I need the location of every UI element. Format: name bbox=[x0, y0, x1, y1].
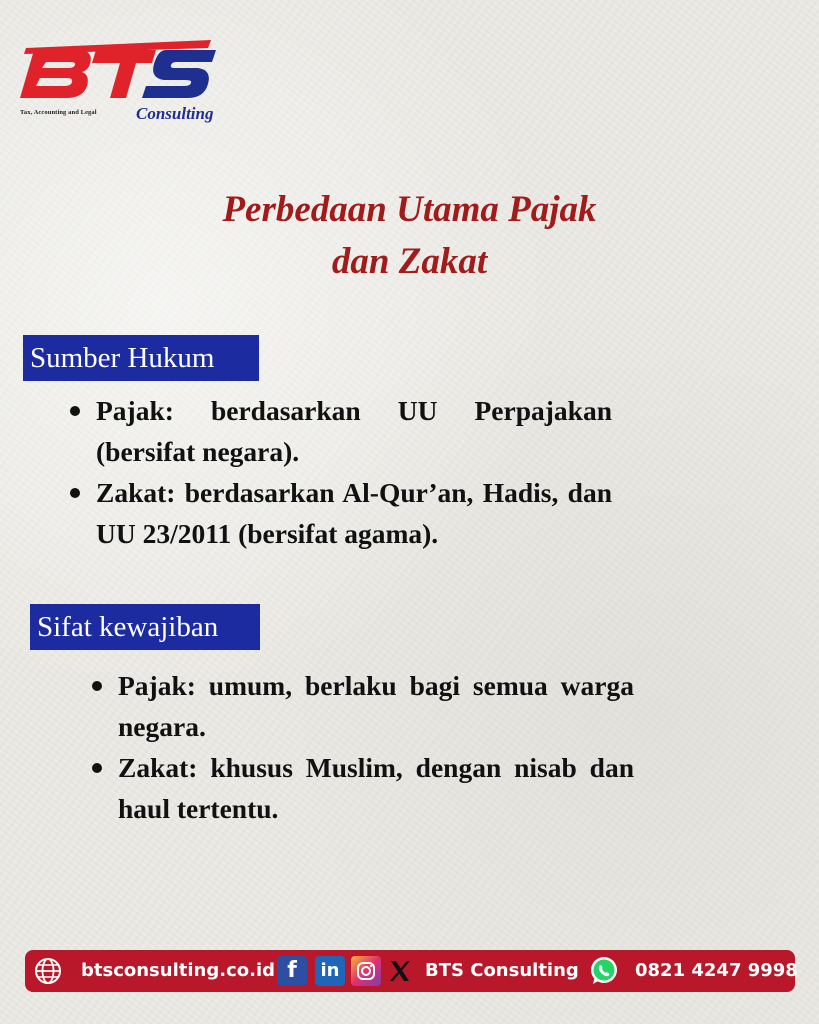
linkedin-icon[interactable]: in bbox=[315, 956, 345, 986]
x-icon[interactable] bbox=[385, 956, 415, 986]
bullet-icon bbox=[92, 681, 102, 691]
page-title-line-2: dan Zakat bbox=[331, 241, 488, 282]
list-item-text: Pajak: berdasarkan UU Perpajakan (bersifat negara). bbox=[96, 395, 612, 467]
list-item-text: Zakat: berdasarkan Al-Qur’an, Hadis, dan UU 23/2011 (bersifat agama). bbox=[96, 477, 612, 549]
footer-contact-bar bbox=[25, 950, 798, 992]
list-item bbox=[68, 472, 612, 554]
instagram-icon[interactable] bbox=[351, 956, 381, 986]
bts-logo-mark bbox=[16, 38, 216, 108]
bullet-icon bbox=[70, 406, 80, 416]
facebook-icon[interactable]: f bbox=[277, 956, 307, 986]
brand-name: BTS Consulting bbox=[425, 960, 579, 981]
phone-number[interactable]: 0821 4247 9998 bbox=[635, 960, 798, 981]
list-item bbox=[90, 747, 634, 829]
page-title-line-1: Perbedaan Utama Pajak bbox=[222, 189, 597, 230]
logo-subtitle: Consulting bbox=[136, 104, 214, 123]
list-item bbox=[90, 665, 634, 747]
bullet-icon bbox=[92, 763, 102, 773]
list-item bbox=[68, 390, 612, 472]
list-item-text: Pajak: umum, berlaku bagi semua warga negara. bbox=[118, 670, 634, 742]
bullet-list-sumber-hukum bbox=[68, 390, 612, 554]
section-heading-sumber-hukum: Sumber Hukum bbox=[23, 335, 259, 381]
globe-icon bbox=[33, 956, 63, 986]
website-link[interactable]: btsconsulting.co.id bbox=[81, 960, 275, 981]
logo-tagline: Tax, Accounting and Legal bbox=[20, 109, 97, 116]
bullet-icon bbox=[70, 488, 80, 498]
section-heading-sifat-kewajiban: Sifat kewajiban bbox=[30, 604, 260, 650]
list-item-text: Zakat: khusus Muslim, dengan nisab dan haul tertentu. bbox=[118, 752, 634, 824]
whatsapp-icon[interactable] bbox=[587, 954, 621, 988]
brand-logo bbox=[16, 38, 216, 128]
bullet-list-sifat-kewajiban bbox=[90, 665, 634, 829]
